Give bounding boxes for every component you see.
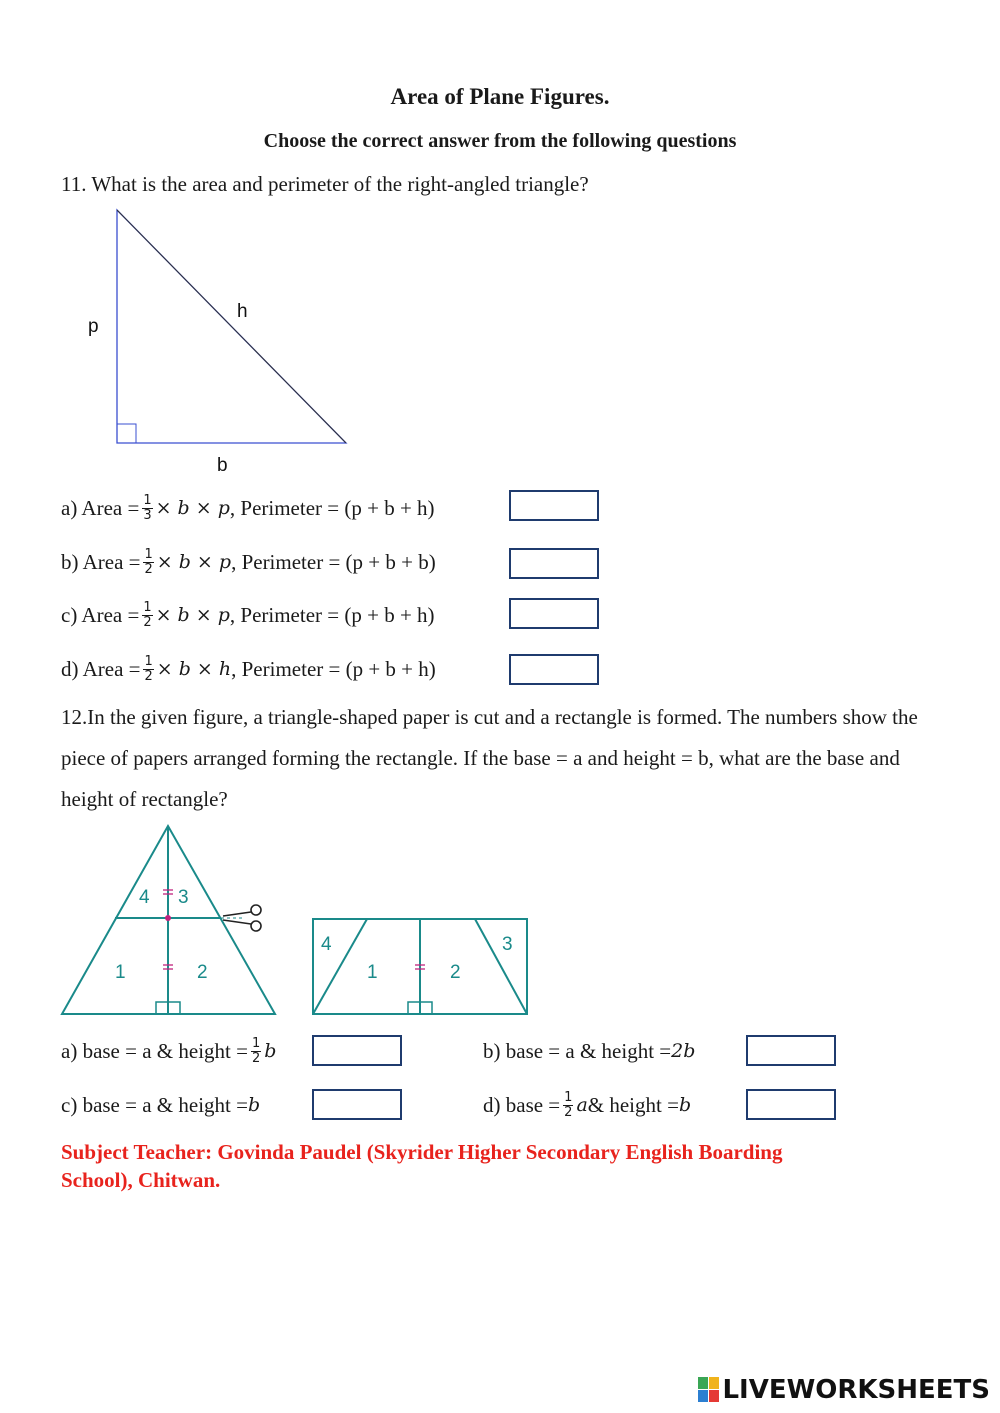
fraction: $\frac{1}{2}$ bbox=[251, 1035, 261, 1066]
question-12: 12.In the given figure, a triangle-shaped paper is cut and a rectangle is formed. The numbers show the piece of papers arranged forming the rectangle. If the base = a and height = b, what are the base and height of rectangle? bbox=[61, 705, 918, 811]
tri-label-1: 1 bbox=[115, 962, 126, 983]
q12-option-a: a) base = a & height = $\frac{1}{2}$ b bbox=[61, 1035, 277, 1066]
hypotenuse bbox=[117, 210, 346, 443]
tri-label-2: 2 bbox=[197, 962, 208, 983]
fraction: $\frac{1}{2}$ bbox=[143, 599, 152, 630]
q12-option-d: d) base = $\frac{1}{2}$ a & height = b bbox=[483, 1089, 692, 1120]
rect-label-3: 3 bbox=[502, 934, 513, 955]
q12-option-c: c) base = a & height = b bbox=[61, 1092, 261, 1117]
rect-label-2: 2 bbox=[450, 962, 461, 983]
question-11: 11. What is the area and perimeter of the right-angled triangle? bbox=[61, 172, 589, 196]
q11-answer-box-c[interactable] bbox=[509, 598, 599, 629]
q11-answer-box-b[interactable] bbox=[509, 548, 599, 579]
q11-option-b: b) Area = $\frac{1}{2}$ × b × p , Perimeter = (p + b + b) bbox=[61, 546, 436, 577]
rect-label-4: 4 bbox=[321, 934, 332, 955]
q12-answer-box-c[interactable] bbox=[312, 1089, 402, 1120]
rect-label-1: 1 bbox=[367, 962, 378, 983]
q12-option-b: b) base = a & height = 2b bbox=[483, 1038, 696, 1063]
q11-answer-box-a[interactable] bbox=[509, 490, 599, 521]
page-title: Area of Plane Figures. bbox=[390, 84, 610, 109]
q12-answer-box-b[interactable] bbox=[746, 1035, 836, 1066]
tri-label-3: 3 bbox=[178, 887, 189, 908]
label-h: h bbox=[237, 301, 248, 322]
label-b: b bbox=[217, 455, 228, 475]
q11-option-d: d) Area = $\frac{1}{2}$ × b × h , Perimeter = (p + b + h) bbox=[61, 653, 436, 684]
midpoint-dot bbox=[165, 915, 171, 921]
q12-answer-box-a[interactable] bbox=[312, 1035, 402, 1066]
fraction: $\frac{1}{2}$ bbox=[564, 1089, 573, 1120]
q12-answer-box-d[interactable] bbox=[746, 1089, 836, 1120]
q11-option-a: a) Area = $\frac{1}{3}$ × b × p , Perimeter = (p + b + h) bbox=[61, 492, 435, 523]
liveworksheets-logo-icon bbox=[698, 1377, 720, 1403]
fraction: $\frac{1}{2}$ bbox=[144, 546, 153, 577]
cut-triangle-figure bbox=[55, 820, 545, 1020]
teacher-credit: Subject Teacher: Govinda Paudel (Skyrider Higher Secondary English Boarding School), Chitwan. bbox=[61, 1140, 783, 1192]
tri-label-4: 4 bbox=[139, 887, 150, 908]
q11-answer-box-d[interactable] bbox=[509, 654, 599, 685]
right-angle-marker bbox=[117, 424, 136, 443]
fraction: $\frac{1}{3}$ bbox=[143, 492, 152, 523]
liveworksheets-logo: LIVEWORKSHEETS bbox=[698, 1375, 990, 1405]
instructions: Choose the correct answer from the following questions bbox=[263, 130, 737, 152]
q11-option-c: c) Area = $\frac{1}{2}$ × b × p , Perimeter = (p + b + h) bbox=[61, 599, 435, 630]
label-p: p bbox=[88, 316, 99, 337]
right-triangle-figure bbox=[80, 205, 370, 475]
fraction: $\frac{1}{2}$ bbox=[144, 653, 153, 684]
